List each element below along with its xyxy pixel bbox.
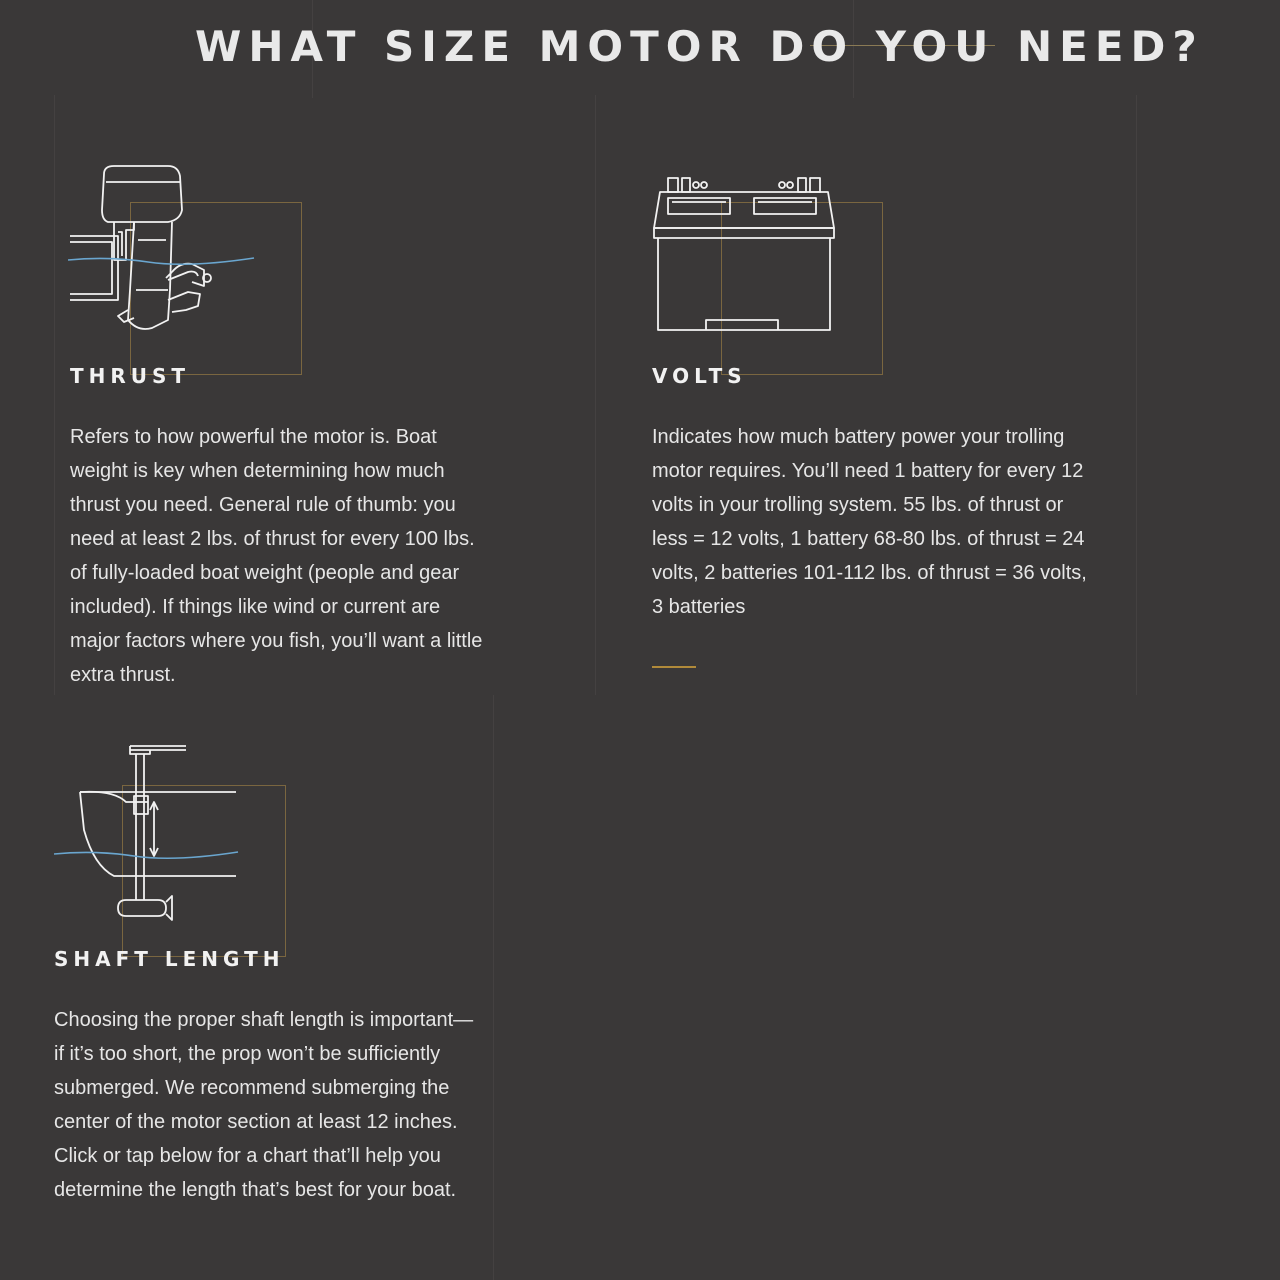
card-heading-volts: VOLTS — [652, 364, 747, 388]
outboard-motor-icon — [68, 160, 268, 340]
card-heading-shaft-length: SHAFT LENGTH — [54, 947, 285, 971]
divider-line — [1136, 95, 1137, 695]
card-body-thrust: Refers to how powerful the motor is. Boat weight is key when determining how much thrust you need. General rule of thumb: you need at least 2 lbs. of thrust for every 100 lbs. of fully-loaded boat weight (people and gear included). If things like wind or current are major factors where you fish, you’ll want a little extra thrust. — [70, 426, 483, 686]
card-body-shaft-length: Choosing the proper shaft length is important—if it’s too short, the prop won’t be sufficiently submerged. We recommend submerging the center of the motor section at least 12 inches. Click or tap below for a chart that’ll help you determine the length that’s best for your boat. — [54, 1009, 474, 1201]
card-heading-thrust: THRUST — [70, 364, 191, 388]
divider-line — [493, 695, 494, 1280]
card-body-volts: Indicates how much battery power your trolling motor requires. You’ll need 1 battery for every 12 volts in your trolling system. 55 lbs. of thrust or less = 12 volts, 1 battery 68-80 lbs. of thrust = 24 volts, 2 batteries 101-112 lbs. of thrust = 36 volts, 3 batteries — [652, 426, 1087, 618]
trolling-motor-shaft-icon — [54, 740, 254, 930]
page-header — [0, 0, 1280, 100]
page-title: WHAT SIZE MOTOR DO YOU NEED? — [195, 22, 1204, 71]
battery-icon — [648, 172, 838, 337]
divider-line — [595, 95, 596, 695]
divider-line — [54, 95, 55, 695]
accent-dash — [652, 666, 696, 668]
